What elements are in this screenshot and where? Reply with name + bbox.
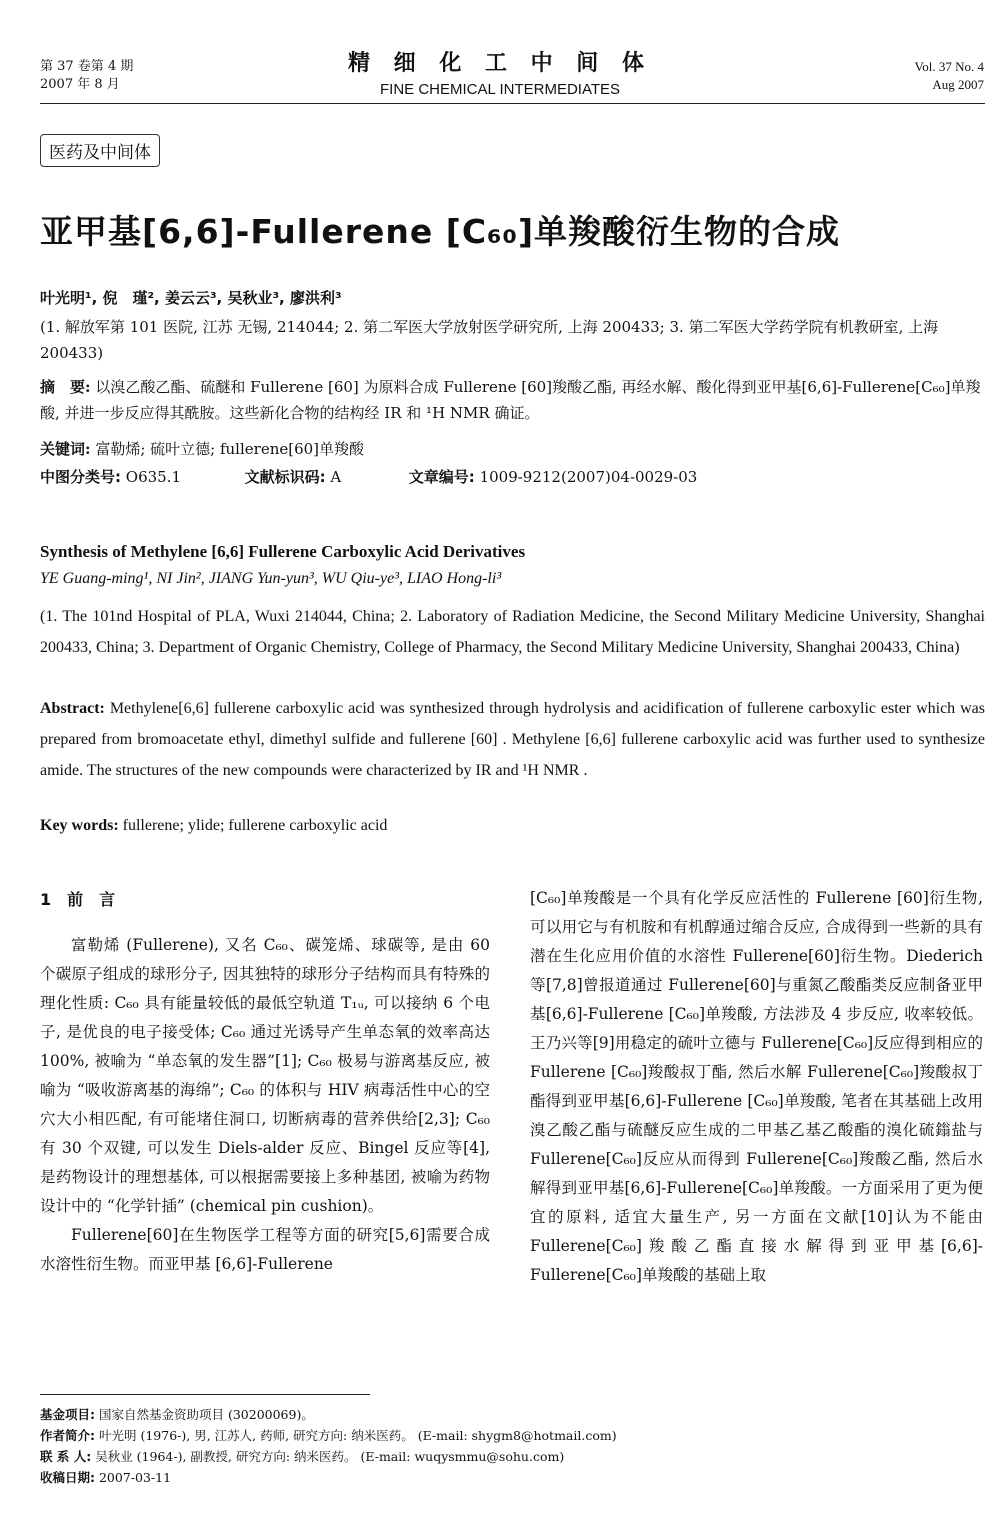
footnote-text: 国家自然基金资助项目 (30200069)。 [98, 1407, 314, 1422]
keywords-cn-text: 富勒烯; 硫叶立德; fullerene[60]单羧酸 [95, 440, 365, 458]
classification-row [40, 466, 985, 487]
footnote-text: 2007-03-11 [98, 1470, 172, 1485]
clc-value: O635.1 [125, 468, 182, 486]
footnote-text: 吴秋业 (1964-), 副教授, 研究方向: 纳米医药。 (E-mail: wuqysmmu@sohu.com) [95, 1449, 565, 1464]
english-abstract-text: Methylene[6,6] fullerene carboxylic acid was synthesized through hydrolysis and acidification of fullerene carboxylic ester which was prepared from bromoacetate ethyl, dimethyl sulfide and fullerene [60] . Methylene [6,6] fullerene carboxylic acid was further used to synthesize amide. The structures of the new compounds were characterized by IR and ¹H NMR . [40, 700, 986, 779]
english-abstract-label: Abstract: [40, 700, 105, 717]
article-number-value: 1009-9212(2007)04-0029-03 [479, 468, 698, 486]
footnote-contact [40, 1446, 985, 1467]
section-heading: 1 前 言 [40, 890, 116, 909]
body-column-right [530, 884, 983, 1290]
footnote-label: 基金项目: [40, 1407, 95, 1422]
article-number-label: 文章编号: [408, 468, 475, 486]
english-keywords-label: Key words: [40, 817, 119, 834]
footnote-divider [40, 1394, 370, 1395]
journal-name-en: FINE CHEMICAL INTERMEDIATES [379, 81, 621, 98]
journal-volume-info-en [915, 58, 984, 94]
publication-date-en: Aug 2007 [932, 77, 984, 92]
footnote-label: 作者简介: [40, 1428, 95, 1443]
body-paragraph: 富勒烯 (Fullerene), 又名 C₆₀、碳笼烯、球碳等, 是由 60 个碳原子组成的球形分子, 因其独特的球形分子结构而具有特殊的理化性质: C₆₀ 具有能量较低的最低空轨道 T₁ᵤ, 可以接纳 6 个电子, 是优良的电子接受体; C₆₀ 通过光诱导产生单态氧的效率高达 100%, 被喻为 “单态氧的发生器”[1]; C₆₀ 极易与游离基反应, 被喻为 “吸收游离基的海绵”; C₆₀ 的体积与 HIV 病毒活性中心的空穴大小相匹配, 有可能堵住洞口, 切断病毒的营养供给[2,3]; C₆₀ 有 30 个双键, 可以发生 Diels-alder 反应、Bingel 反应等[4], 是药物设计的理想基体, 可以根据需要接上多种基团, 被喻为药物设计中的 “化学针插” (chemical pin cushion)。 [40, 936, 490, 1215]
english-affiliations: (1. The 101nd Hospital of PLA, Wuxi 214044, China; 2. Laboratory of Radiation Medicine, the Second Military Medicine University, Shanghai 200433, China; 3. Department of Organic Chemistry, College of Pharmacy, the Second Military Medicine University, Shanghai 200433, China) [40, 608, 985, 656]
english-abstract [40, 693, 985, 786]
abstract-cn-label: 摘 要: [40, 378, 91, 396]
english-keywords-text: fullerene; ylide; fullerene carboxylic acid [122, 817, 388, 834]
english-title: Synthesis of Methylene [6,6] Fullerene Carboxylic Acid Derivatives [40, 542, 526, 561]
footnote-funding [40, 1404, 985, 1425]
keywords-cn [40, 436, 985, 462]
english-keywords [40, 817, 985, 835]
journal-name-cn: 精 细 化 工 中 间 体 [348, 51, 652, 76]
english-authors: YE Guang-ming¹, NI Jin², JIANG Yun-yun³, WU Qiu-ye³, LIAO Hong-li³ [40, 570, 502, 587]
clc-label: 中图分类号: [40, 468, 121, 486]
body-paragraph: [C₆₀]单羧酸是一个具有化学反应活性的 Fullerene [60]衍生物, 可以用它与有机胺和有机醇通过缩合反应, 合成得到一些新的具有潜在生化应用价值的水溶性 Fullerene[60]衍生物。Diederich 等[7,8]曾报道通过 Fullerene[60]与重氮乙酸酯类反应制备亚甲基[6,6]-Fullerene [C₆₀]单羧酸, 方法涉及 4 步反应, 收率较低。王乃兴等[9]用稳定的硫叶立德与 Fullerene[C₆₀]反应得到相应的 Fullerene [C₆₀]羧酸叔丁酯, 然后水解 Fullerene[C₆₀]羧酸叔丁酯得到亚甲基[6,6]-Fullerene [C₆₀]单羧酸, 笔者在其基础上改用溴乙酸乙酯与硫醚反应生成的二甲基乙基乙酸酯的溴化硫鎓盐与 Fullerene[C₆₀]反应从而得到 Fullerene[C₆₀]羧酸乙酯, 然后水解得到亚甲基[6,6]-Fullerene[C₆₀]单羧酸。一方面采用了更为便宜的原料, 适宜大量生产, 另一方面在文献[10]认为不能由Fullerene[C₆₀]羧酸乙酯直接水解得到亚甲基[6,6]-Fullerene[C₆₀]单羧酸的基础上取 [530, 889, 983, 1284]
volume-issue-en: Vol. 37 No. 4 [914, 59, 984, 74]
doc-code-label: 文献标识码: [244, 468, 326, 486]
keywords-cn-label: 关键词: [40, 440, 91, 458]
section-tag: 医药及中间体 [40, 134, 160, 167]
publication-date: 2007 年 8 月 [40, 77, 120, 92]
body-column-left [40, 931, 490, 1279]
footnote-text: 叶光明 (1976-), 男, 江苏人, 药师, 研究方向: 纳米医药。 (E-mail: shygm8@hotmail.com) [98, 1428, 617, 1443]
abstract-cn-text: 以溴乙酸乙酯、硫醚和 Fullerene [60] 为原料合成 Fullerene [60]羧酸乙酯, 再经水解、酸化得到亚甲基[6,6]-Fullerene[C₆₀]单羧酸, 并进一步反应得其酰胺。这些新化合物的结构经 IR 和 ¹H NMR 确证。 [40, 378, 981, 422]
doc-code-value: A [330, 468, 342, 486]
footnote-label: 收稿日期: [40, 1470, 95, 1485]
volume-issue: 第 37 卷第 4 期 [40, 59, 134, 74]
body-paragraph: Fullerene[60]在生物医学工程等方面的研究[5,6]需要合成水溶性衍生物。而亚甲基 [6,6]-Fullerene [40, 1226, 490, 1273]
header-divider [40, 103, 985, 104]
paper-title: 亚甲基[6,6]-Fullerene [C₆₀]单羧酸衍生物的合成 [40, 212, 841, 251]
abstract-cn [40, 374, 985, 426]
footnote-label: 联 系 人: [40, 1449, 92, 1464]
footnotes [40, 1404, 985, 1488]
affiliations-cn: (1. 解放军第 101 医院, 江苏 无锡, 214044; 2. 第二军医大学放射医学研究所, 上海 200433; 3. 第二军医大学药学院有机教研室, 上海 200433) [40, 318, 939, 362]
authors-cn: 叶光明¹, 倪 瑾², 姜云云³, 吴秋业³, 廖洪利³ [40, 289, 342, 307]
footnote-author-bio [40, 1425, 985, 1446]
journal-name [0, 46, 1000, 98]
footnote-received-date [40, 1467, 985, 1488]
